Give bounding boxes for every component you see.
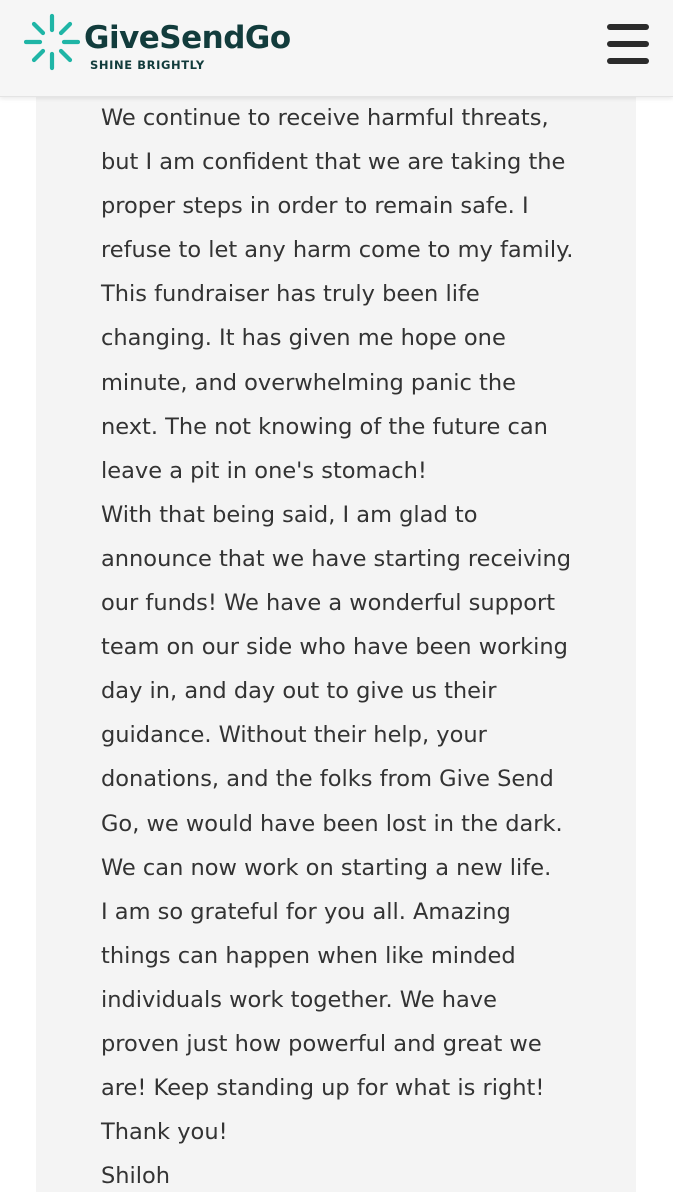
update-line: leave a pit in one's stomach! xyxy=(101,457,427,484)
update-line: I am so grateful for you all. Amazing xyxy=(101,898,511,925)
update-line: changing. It has given me hope one xyxy=(101,325,506,352)
update-line: With that being said, I am glad to xyxy=(101,501,478,528)
givesendgo-logo[interactable] xyxy=(24,12,291,72)
update-message xyxy=(101,96,621,1198)
update-line: our funds! We have a wonderful support xyxy=(101,590,556,617)
sunburst-logo-icon xyxy=(24,12,80,72)
update-signature: Shiloh xyxy=(101,1163,171,1190)
update-line: announce that we have starting receiving xyxy=(101,545,572,572)
update-line: donations, and the folks from Give Send xyxy=(101,766,554,793)
update-line: guidance. Without their help, your xyxy=(101,722,487,749)
update-line: next. The not knowing of the future can xyxy=(101,413,548,440)
update-line: This fundraiser has truly been life xyxy=(101,281,480,308)
update-line: proper steps in order to remain safe. I xyxy=(101,193,529,220)
logo-wordmark xyxy=(84,12,291,72)
update-line: We continue to receive harmful threats, xyxy=(101,105,549,131)
menu-bar-bottom xyxy=(607,58,649,64)
update-line: proven just how powerful and great we xyxy=(101,1030,542,1057)
update-line: but I am confident that we are taking the xyxy=(101,149,566,176)
update-line: Thank you! xyxy=(101,1119,228,1146)
update-line: individuals work together. We have xyxy=(101,986,497,1013)
brand-tagline: SHINE BRIGHTLY xyxy=(90,58,205,72)
menu-bar-top xyxy=(607,24,649,30)
brand-name: GiveSendGo xyxy=(84,20,291,56)
menu-bar-middle xyxy=(607,41,649,47)
update-line: Go, we would have been lost in the dark. xyxy=(101,810,563,837)
campaign-update-card xyxy=(36,96,636,1200)
bottom-edge xyxy=(0,1192,673,1200)
update-line: things can happen when like minded xyxy=(101,942,516,969)
site-header xyxy=(0,0,673,97)
update-line: day in, and day out to give us their xyxy=(101,678,497,705)
update-line: are! Keep standing up for what is right! xyxy=(101,1075,545,1102)
update-line: team on our side who have been working xyxy=(101,634,568,661)
update-line: minute, and overwhelming panic the xyxy=(101,369,516,396)
hamburger-menu-icon[interactable] xyxy=(602,20,654,68)
update-line: We can now work on starting a new life. xyxy=(101,854,552,881)
update-line: refuse to let any harm come to my family. xyxy=(101,237,574,264)
